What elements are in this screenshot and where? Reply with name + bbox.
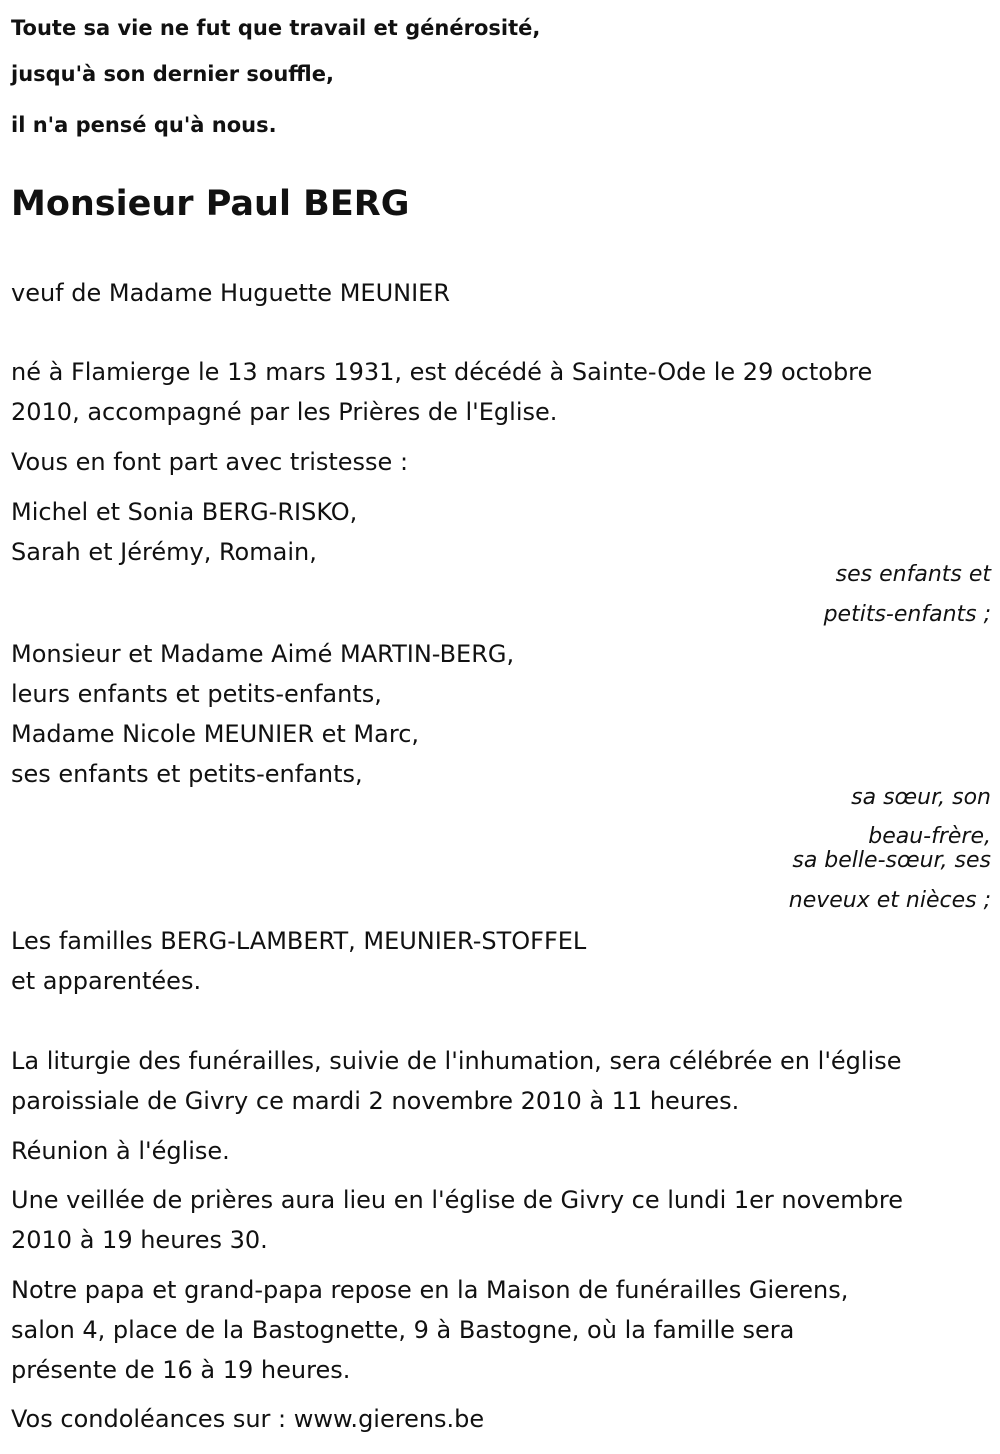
quote-line-2: jusqu'à son dernier souffle, — [11, 62, 334, 86]
family-2-relation-4: neveux et nièces ; — [788, 888, 991, 913]
funeral-line-1: La liturgie des funérailles, suivie de l'inhumation, sera célébrée en l'église — [11, 1047, 902, 1075]
deceased-name: Monsieur Paul BERG — [11, 184, 410, 224]
rest-line-2: salon 4, place de la Bastognette, 9 à Bastogne, où la famille sera — [11, 1316, 795, 1344]
rest-line-3: présente de 16 à 19 heures. — [11, 1356, 351, 1384]
family-3-line-1: Les familles BERG-LAMBERT, MEUNIER-STOFFEL — [11, 927, 587, 955]
family-2-line-3: Madame Nicole MEUNIER et Marc, — [11, 720, 420, 748]
family-2-line-2: leurs enfants et petits-enfants, — [11, 680, 382, 708]
family-3-line-2: et apparentées. — [11, 967, 202, 995]
vigil-line-2: 2010 à 19 heures 30. — [11, 1226, 268, 1254]
family-1-line-1: Michel et Sonia BERG-RISKO, — [11, 498, 358, 526]
bio-line-2: 2010, accompagné par les Prières de l'Eglise. — [11, 398, 558, 426]
family-2-relation-2: beau-frère, — [868, 824, 991, 849]
rest-line-1: Notre papa et grand-papa repose en la Maison de funérailles Gierens, — [11, 1276, 849, 1304]
meeting-text: Réunion à l'église. — [11, 1137, 230, 1165]
family-1-relation-2: petits-enfants ; — [823, 602, 991, 627]
condolences-text: Vos condoléances sur : www.gierens.be — [11, 1405, 485, 1433]
family-1-relation-1: ses enfants et — [835, 562, 991, 587]
family-1-line-2: Sarah et Jérémy, Romain, — [11, 538, 317, 566]
family-2-relation-1: sa sœur, son — [851, 785, 991, 810]
vigil-line-1: Une veillée de prières aura lieu en l'église de Givry ce lundi 1er novembre — [11, 1186, 903, 1214]
funeral-line-2: paroissiale de Givry ce mardi 2 novembre 2010 à 11 heures. — [11, 1087, 740, 1115]
bio-line-1: né à Flamierge le 13 mars 1931, est décédé à Sainte-Ode le 29 octobre — [11, 358, 873, 386]
quote-line-3: il n'a pensé qu'à nous. — [11, 113, 277, 137]
quote-line-1: Toute sa vie ne fut que travail et générosité, — [11, 16, 541, 40]
widow-of-text: veuf de Madame Huguette MEUNIER — [11, 279, 451, 307]
family-2-relation-3: sa belle-sœur, ses — [792, 848, 991, 873]
family-2-line-1: Monsieur et Madame Aimé MARTIN-BERG, — [11, 640, 515, 668]
announcement-text: Vous en font part avec tristesse : — [11, 448, 409, 476]
family-2-line-4: ses enfants et petits-enfants, — [11, 760, 363, 788]
